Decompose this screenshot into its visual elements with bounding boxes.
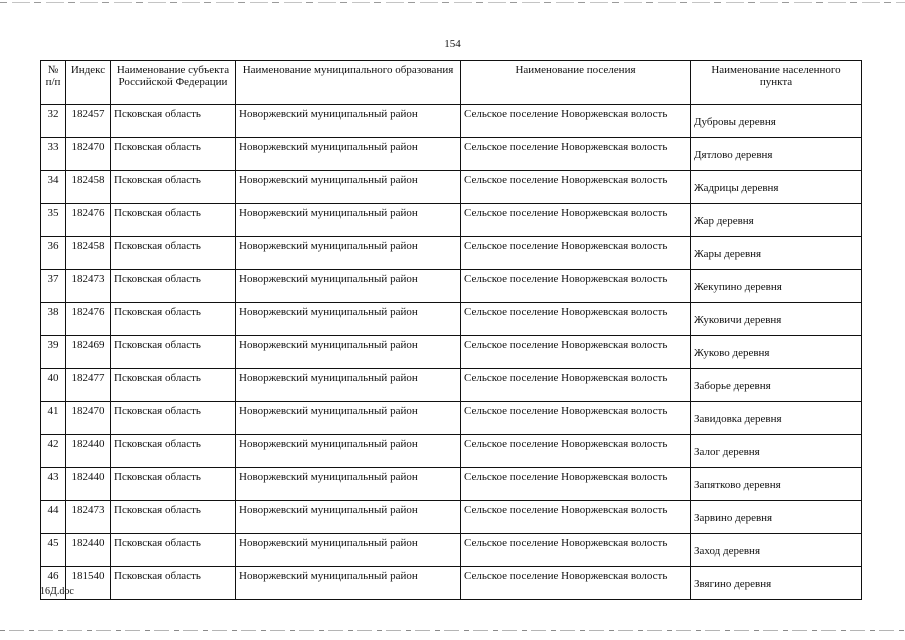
- cell-index: 182458: [66, 171, 111, 204]
- cell-settlement: Сельское поселение Новоржевская волость: [461, 402, 691, 435]
- cell-locality: Звягино деревня: [691, 567, 862, 600]
- cell-settlement: Сельское поселение Новоржевская волость: [461, 435, 691, 468]
- cell-num: 43: [41, 468, 66, 501]
- cell-subject: Псковская область: [111, 402, 236, 435]
- cell-settlement: Сельское поселение Новоржевская волость: [461, 270, 691, 303]
- cell-locality: Жекупино деревня: [691, 270, 862, 303]
- cell-municipality: Новоржевский муниципальный район: [236, 270, 461, 303]
- cell-subject: Псковская область: [111, 237, 236, 270]
- cell-locality: Завидовка деревня: [691, 402, 862, 435]
- cell-municipality: Новоржевский муниципальный район: [236, 501, 461, 534]
- cell-municipality: Новоржевский муниципальный район: [236, 369, 461, 402]
- cell-locality: Дубровы деревня: [691, 105, 862, 138]
- cell-num: 39: [41, 336, 66, 369]
- cell-index: 182457: [66, 105, 111, 138]
- cell-index: 182469: [66, 336, 111, 369]
- cell-num: 40: [41, 369, 66, 402]
- cell-municipality: Новоржевский муниципальный район: [236, 138, 461, 171]
- cell-locality: Жуково деревня: [691, 336, 862, 369]
- header-num: № п/п: [41, 61, 66, 105]
- cell-locality: Заход деревня: [691, 534, 862, 567]
- cell-num: 36: [41, 237, 66, 270]
- cell-locality: Залог деревня: [691, 435, 862, 468]
- cell-index: 182440: [66, 468, 111, 501]
- table-row: [41, 435, 862, 468]
- cell-municipality: Новоржевский муниципальный район: [236, 336, 461, 369]
- cell-index: 182440: [66, 435, 111, 468]
- cell-settlement: Сельское поселение Новоржевская волость: [461, 237, 691, 270]
- header-locality: Наименование населенного пункта: [691, 61, 862, 105]
- cell-subject: Псковская область: [111, 171, 236, 204]
- cell-municipality: Новоржевский муниципальный район: [236, 402, 461, 435]
- cell-num: 42: [41, 435, 66, 468]
- table-row: [41, 270, 862, 303]
- cell-index: 181540: [66, 567, 111, 600]
- scan-artifact-top: [0, 2, 905, 3]
- cell-num: 44: [41, 501, 66, 534]
- cell-num: 41: [41, 402, 66, 435]
- cell-municipality: Новоржевский муниципальный район: [236, 171, 461, 204]
- cell-num: 45: [41, 534, 66, 567]
- cell-num: 37: [41, 270, 66, 303]
- table-row: [41, 204, 862, 237]
- cell-subject: Псковская область: [111, 501, 236, 534]
- table-row: [41, 501, 862, 534]
- header-subject: Наименование субъекта Российской Федерации: [111, 61, 236, 105]
- cell-settlement: Сельское поселение Новоржевская волость: [461, 105, 691, 138]
- cell-num: 38: [41, 303, 66, 336]
- cell-index: 182473: [66, 270, 111, 303]
- cell-municipality: Новоржевский муниципальный район: [236, 105, 461, 138]
- cell-index: 182476: [66, 204, 111, 237]
- cell-subject: Псковская область: [111, 435, 236, 468]
- table-row: [41, 402, 862, 435]
- table-row: [41, 303, 862, 336]
- cell-settlement: Сельское поселение Новоржевская волость: [461, 171, 691, 204]
- cell-municipality: Новоржевский муниципальный район: [236, 204, 461, 237]
- cell-subject: Псковская область: [111, 567, 236, 600]
- page-number: 154: [444, 38, 461, 50]
- scan-artifact-bottom: [0, 630, 905, 631]
- header-settlement: Наименование поселения: [461, 61, 691, 105]
- table-row: [41, 534, 862, 567]
- table-row: [41, 105, 862, 138]
- cell-locality: Дятлово деревня: [691, 138, 862, 171]
- cell-settlement: Сельское поселение Новоржевская волость: [461, 534, 691, 567]
- cell-settlement: Сельское поселение Новоржевская волость: [461, 369, 691, 402]
- cell-subject: Псковская область: [111, 369, 236, 402]
- header-index: Индекс: [66, 61, 111, 105]
- cell-subject: Псковская область: [111, 534, 236, 567]
- cell-municipality: Новоржевский муниципальный район: [236, 237, 461, 270]
- cell-settlement: Сельское поселение Новоржевская волость: [461, 204, 691, 237]
- cell-settlement: Сельское поселение Новоржевская волость: [461, 303, 691, 336]
- cell-index: 182470: [66, 138, 111, 171]
- cell-settlement: Сельское поселение Новоржевская волость: [461, 336, 691, 369]
- cell-subject: Псковская область: [111, 204, 236, 237]
- footer-file-name: 16Д.doc: [40, 586, 74, 597]
- cell-settlement: Сельское поселение Новоржевская волость: [461, 567, 691, 600]
- cell-subject: Псковская область: [111, 105, 236, 138]
- table-header-row: [41, 61, 862, 105]
- cell-subject: Псковская область: [111, 138, 236, 171]
- header-municipality: Наименование муниципального образования: [236, 61, 461, 105]
- cell-subject: Псковская область: [111, 336, 236, 369]
- table-row: [41, 369, 862, 402]
- table-row: [41, 468, 862, 501]
- cell-index: 182440: [66, 534, 111, 567]
- cell-locality: Жар деревня: [691, 204, 862, 237]
- cell-num: 33: [41, 138, 66, 171]
- cell-index: 182458: [66, 237, 111, 270]
- cell-municipality: Новоржевский муниципальный район: [236, 303, 461, 336]
- cell-locality: Зарвино деревня: [691, 501, 862, 534]
- locality-table: [40, 60, 862, 600]
- locality-table-container: [40, 60, 861, 600]
- cell-subject: Псковская область: [111, 270, 236, 303]
- cell-municipality: Новоржевский муниципальный район: [236, 468, 461, 501]
- cell-num: 46: [41, 567, 66, 600]
- cell-subject: Псковская область: [111, 468, 236, 501]
- table-row: [41, 171, 862, 204]
- table-row: [41, 138, 862, 171]
- cell-subject: Псковская область: [111, 303, 236, 336]
- cell-municipality: Новоржевский муниципальный район: [236, 567, 461, 600]
- cell-settlement: Сельское поселение Новоржевская волость: [461, 138, 691, 171]
- cell-locality: Запятково деревня: [691, 468, 862, 501]
- cell-num: 32: [41, 105, 66, 138]
- table-row: [41, 567, 862, 600]
- cell-index: 182473: [66, 501, 111, 534]
- table-body: [41, 105, 862, 600]
- cell-municipality: Новоржевский муниципальный район: [236, 534, 461, 567]
- cell-locality: Заборье деревня: [691, 369, 862, 402]
- cell-settlement: Сельское поселение Новоржевская волость: [461, 468, 691, 501]
- cell-index: 182477: [66, 369, 111, 402]
- cell-settlement: Сельское поселение Новоржевская волость: [461, 501, 691, 534]
- cell-num: 35: [41, 204, 66, 237]
- table-row: [41, 336, 862, 369]
- cell-locality: Жары деревня: [691, 237, 862, 270]
- table-row: [41, 237, 862, 270]
- cell-index: 182476: [66, 303, 111, 336]
- cell-locality: Жадрицы деревня: [691, 171, 862, 204]
- cell-municipality: Новоржевский муниципальный район: [236, 435, 461, 468]
- cell-locality: Жуковичи деревня: [691, 303, 862, 336]
- cell-num: 34: [41, 171, 66, 204]
- cell-index: 182470: [66, 402, 111, 435]
